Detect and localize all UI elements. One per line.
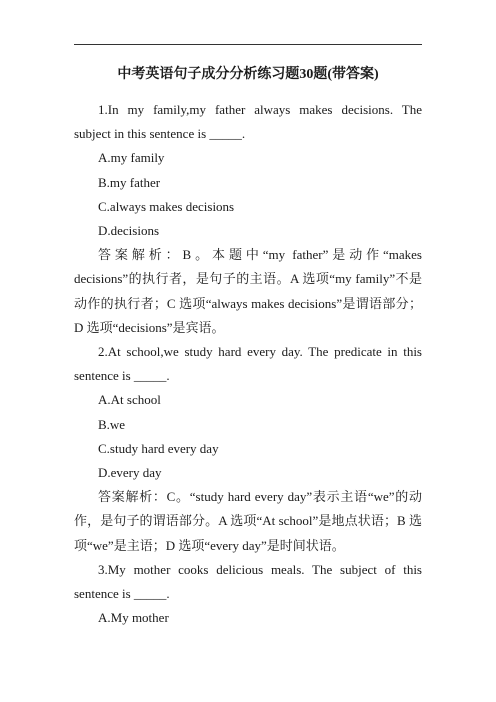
question-1: [74, 98, 422, 340]
question-stem: 2.At school,we study hard every day. The predicate in this sentence is _____.: [74, 344, 422, 384]
answer-analysis: 答案解析：C。“study hard every day”表示主语“we”的动作，是句子的谓语部分。A 选项“At school”是地点状语；B 选项“we”是主语；D 选项“every day”是时间状语。: [74, 489, 422, 553]
option-b: B.we: [98, 416, 126, 432]
question-stem: 3.My mother cooks delicious meals. The subject of this sentence is _____.: [74, 561, 422, 602]
question-stem: 1.In my family,my father always makes decisions. The subject in this sentence is _____.: [74, 102, 422, 142]
option-c: C.always makes decisions: [98, 198, 235, 214]
document-body: [74, 98, 422, 630]
option-c: C.study hard every day: [98, 440, 219, 456]
option-a: A.At school: [98, 392, 161, 408]
option-d: D.decisions: [98, 223, 160, 239]
option-b: B.my father: [98, 174, 161, 190]
option-a: A.my family: [98, 150, 165, 166]
document-title: 中考英语句子成分分析练习题30题(带答案): [117, 67, 379, 82]
question-2: [74, 340, 422, 558]
option-a: A.My mother: [98, 610, 169, 626]
header-rule: [74, 44, 422, 45]
question-3: [74, 558, 422, 631]
answer-analysis: 答案解析：B。本题中“my father”是动作“makes decisions”的执行者，是句子的主语。A 选项“my family”不是动作的执行者；C 选项“always makes decisions”是谓语部分；D 选项“decisions”是宾语。: [74, 247, 422, 335]
option-d: D.every day: [98, 465, 162, 481]
